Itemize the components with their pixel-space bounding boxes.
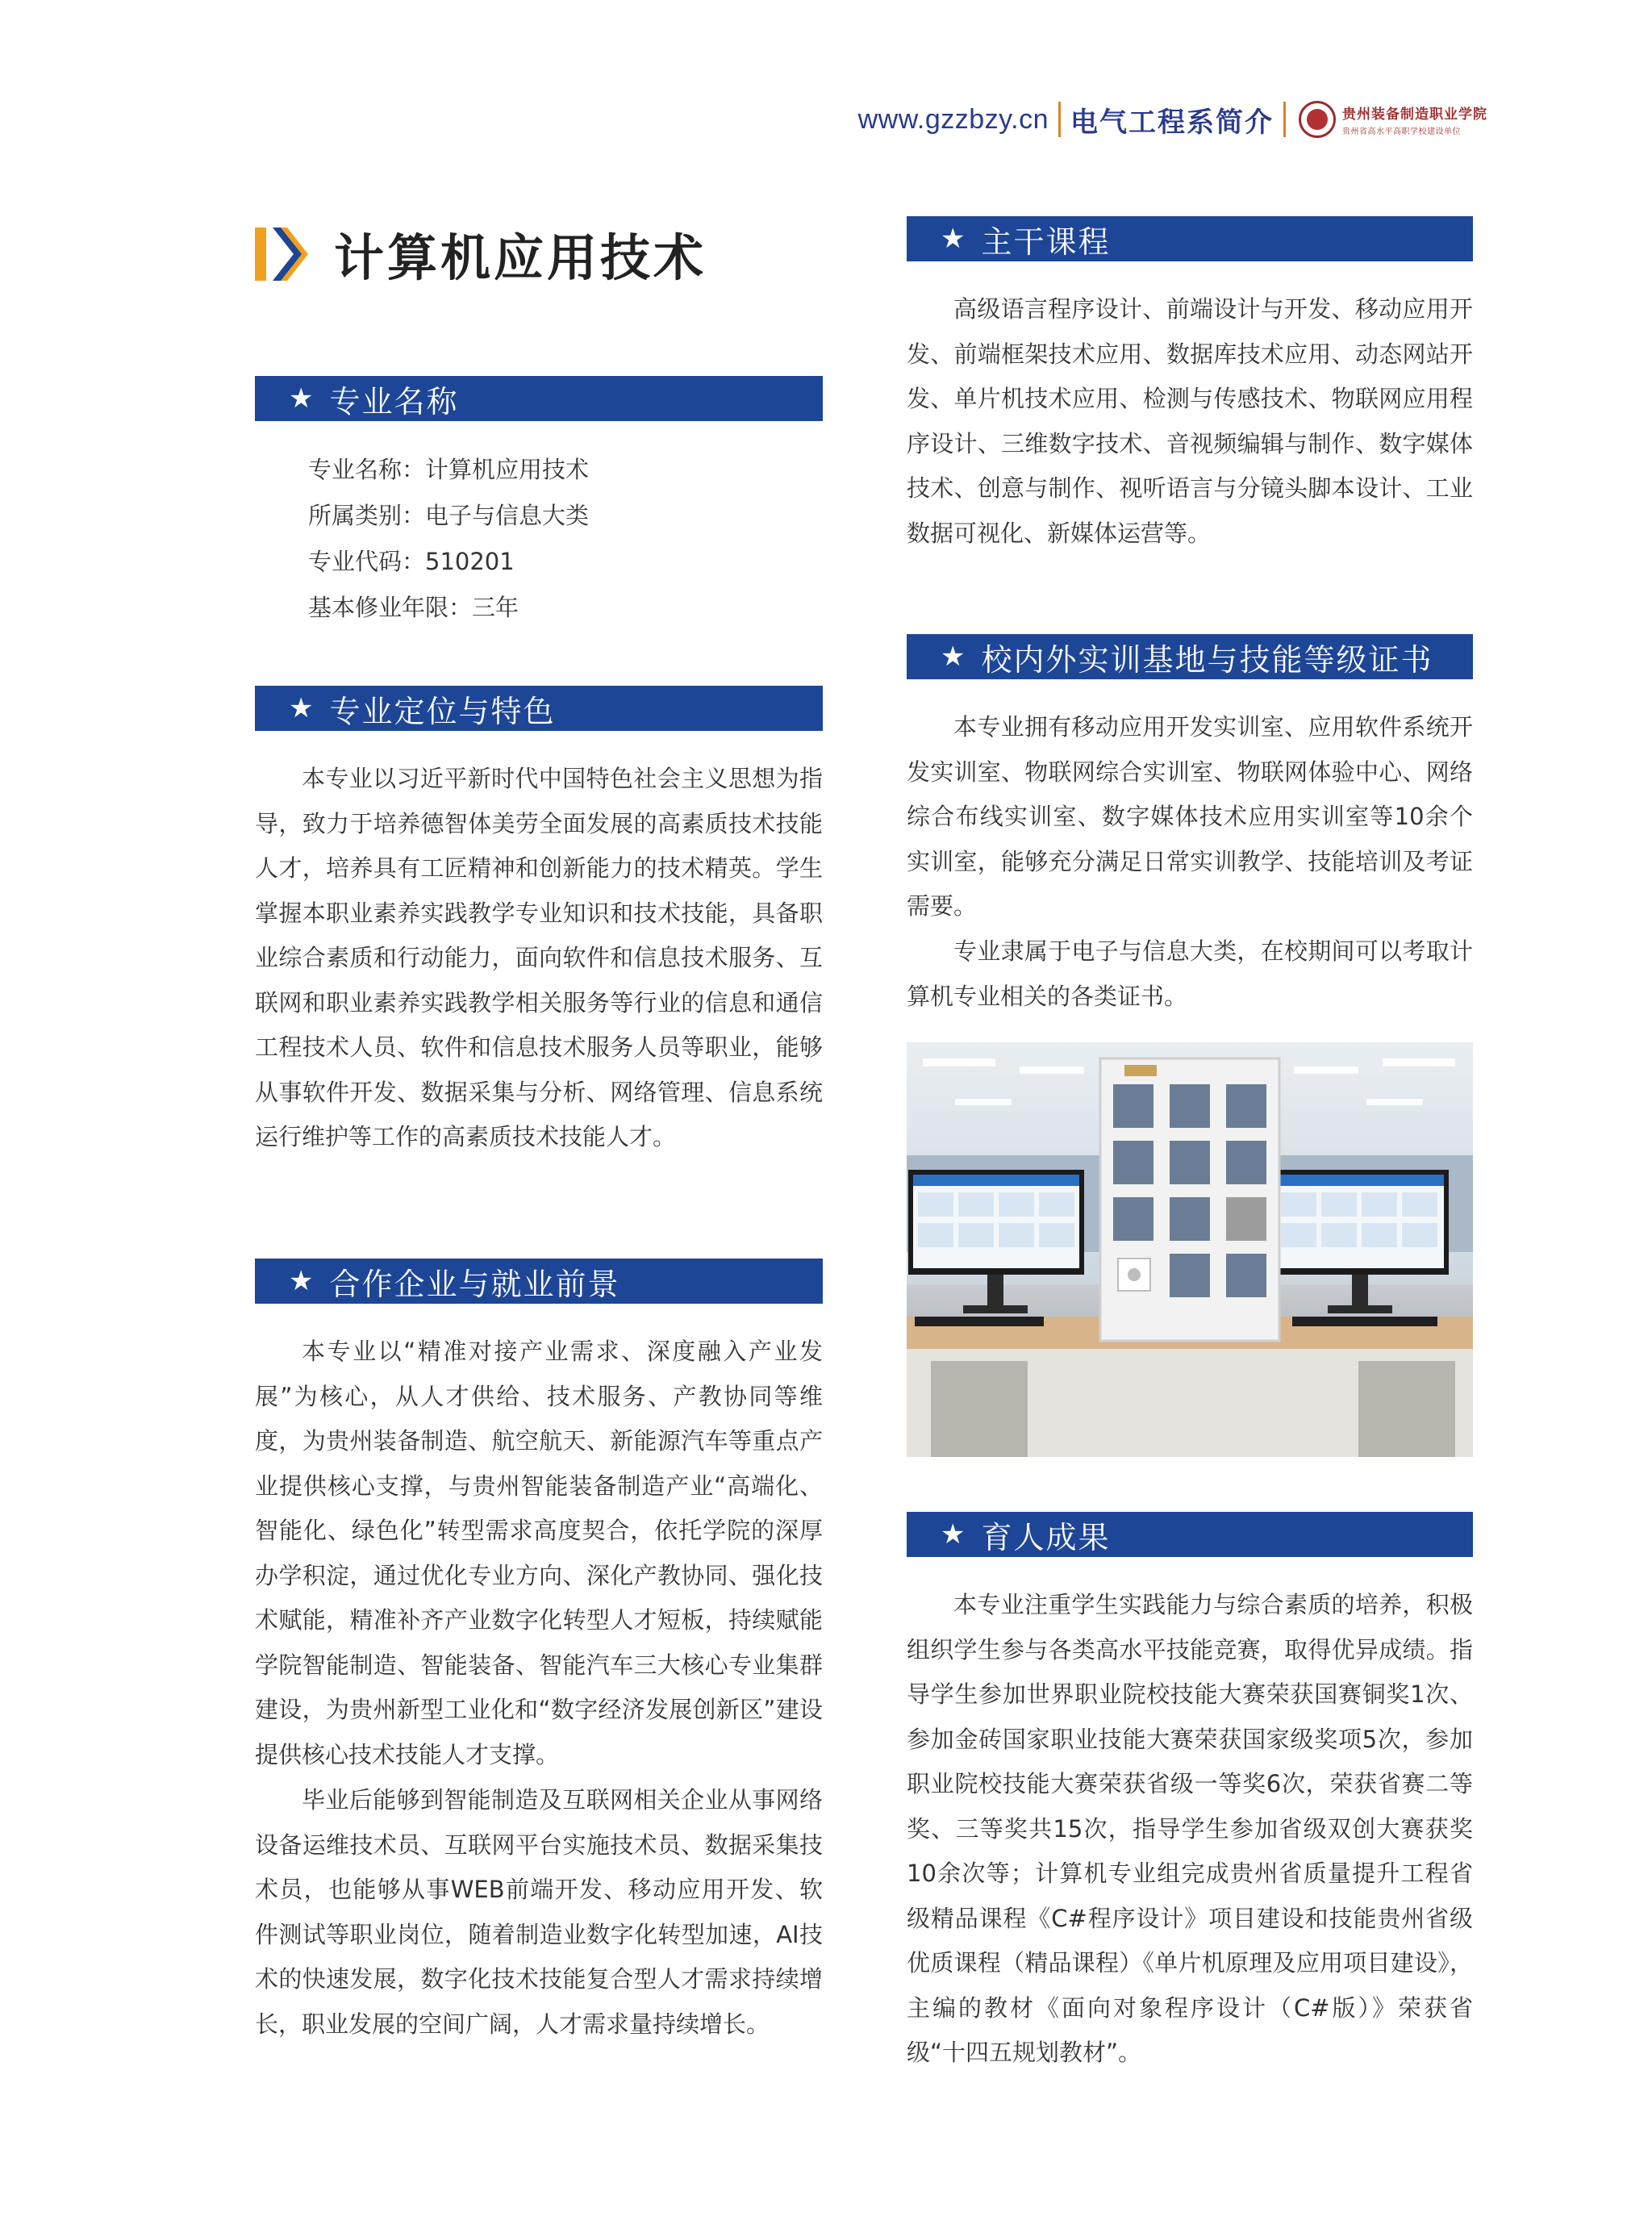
star-icon: ★ — [289, 1265, 315, 1297]
info-line: 基本修业年限：三年 — [308, 594, 519, 621]
header-divider — [1058, 102, 1061, 137]
dept-title: 电气工程系简介 — [1070, 106, 1274, 139]
star-icon: ★ — [941, 1518, 967, 1551]
play-chevron-icon — [255, 224, 315, 284]
lab-photo — [907, 1042, 1473, 1457]
lab-illustration — [907, 1042, 1473, 1457]
section-bar-cooperation — [255, 1259, 823, 1304]
star-icon: ★ — [289, 382, 315, 415]
training-paragraph: 本专业拥有移动应用开发实训室、应用软件系统开发实训室、物联网综合实训室、物联网体验中心、网络综合布线实训室、数字媒体技术应用实训室等10余个实训室，能够充分满足日常实训教学、技能培训及考证需要。 — [907, 713, 1473, 920]
cooperation-paragraph: 本专业以“精准对接产业需求、深度融入产业发展”为核心，从人才供给、技术服务、产教协同等维度，为贵州装备制造、航空航天、新能源汽车等重点产业提供核心支撑，与贵州智能装备制造产业“高端化、智能化、绿色化”转型需求高度契合，依托学院的深厚办学积淀，通过优化专业方向、深化产教协同、强化技术赋能，精准补齐产业数字化转型人才短板，持续赋能学院智能制造、智能装备、智能汽车三大核心专业集群建设，为贵州新型工业化和“数字经济发展创新区”建设提供核心技术技能人才支撑。 — [255, 1338, 823, 1768]
header-divider-2 — [1283, 102, 1286, 137]
section-bar-training — [907, 634, 1473, 679]
site-url[interactable]: www.gzzbzy.cn — [857, 103, 1049, 135]
college-emblem-icon — [1299, 101, 1336, 138]
star-icon: ★ — [941, 223, 967, 255]
section-heading: 校内外实训基地与技能等级证书 — [981, 641, 1433, 678]
section-heading: 育人成果 — [981, 1519, 1111, 1555]
info-line: 专业名称：计算机应用技术 — [308, 456, 590, 483]
college-logo — [1299, 101, 1487, 138]
info-line: 所属类别：电子与信息大类 — [308, 502, 590, 529]
positioning-paragraph: 本专业以习近平新时代中国特色社会主义思想为指导，致力于培养德智体美劳全面发展的高素质技术技能人才，培养具有工匠精神和创新能力的技术精英。学生掌握本职业素养实践教学专业知识和技术技能，具备职业综合素质和行动能力，面向软件和信息技术服务、互联网和职业素养实践教学相关服务等行业的信息和通信工程技术人员、软件和信息技术服务人员等职业，能够从事软件开发、数据采集与分析、网络管理、信息系统运行维护等工作的高素质技术技能人才。 — [255, 765, 823, 1150]
page-title — [255, 218, 707, 290]
star-icon: ★ — [289, 692, 315, 724]
courses-paragraph: 高级语言程序设计、前端设计与开发、移动应用开发、前端框架技术应用、数据库技术应用、动态网站开发、单片机技术应用、检测与传感技术、物联网应用程序设计、三维数字技术、音视频编辑与制作、数字媒体技术、创意与制作、视听语言与分镜头脚本设计、工业数据可视化、新媒体运营等。 — [907, 295, 1473, 547]
section-heading: 主干课程 — [981, 223, 1111, 260]
page-header — [858, 95, 1487, 144]
program-info — [308, 447, 589, 631]
section-heading: 专业名称 — [329, 383, 459, 420]
section-bar-courses — [907, 216, 1473, 261]
employment-paragraph: 毕业后能够到智能制造及互联网相关企业从事网络设备运维技术员、互联网平台实施技术员、数据采集技术员，也能够从事WEB前端开发、移动应用开发、软件测试等职业岗位，随着制造业数字化转型加速，AI技术的快速发展，数字化技术技能复合型人才需求持续增长，职业发展的空间广阔，人才需求量持续增长。 — [255, 1786, 823, 2038]
section-bar-achievements — [907, 1512, 1473, 1557]
logo-name: 贵州装备制造职业学院 — [1342, 106, 1487, 123]
logo-subtitle: 贵州省高水平高职学校建设单位 — [1342, 127, 1461, 136]
certificate-paragraph: 专业隶属于电子与信息大类，在校期间可以考取计算机专业相关的各类证书。 — [907, 937, 1473, 1010]
info-line: 专业代码：510201 — [308, 548, 515, 575]
section-heading: 专业定位与特色 — [329, 693, 556, 729]
section-heading: 合作企业与就业前景 — [329, 1266, 620, 1302]
star-icon: ★ — [941, 641, 967, 673]
section-bar-positioning — [255, 686, 823, 731]
achievements-paragraph: 本专业注重学生实践能力与综合素质的培养，积极组织学生参与各类高水平技能竞赛，取得优异成绩。指导学生参加世界职业院校技能大赛荣获国赛铜奖1次、参加金砖国家职业技能大赛荣获国家级奖项5次，参加职业院校技能大赛荣获省级一等奖6次，荣获省赛二等奖、三等奖共15次，指导学生参加省级双创大赛获奖10余次等；计算机专业组完成贵州省质量提升工程省级精品课程《C#程序设计》项目建设和技能贵州省级优质课程（精品课程）《单片机原理及应用项目建设》，主编的教材《面向对象程序设计（C#版）》荣获省级“十四五规划教材”。 — [907, 1591, 1473, 2066]
section-bar-name — [255, 376, 823, 421]
page-title-text: 计算机应用技术 — [334, 228, 707, 287]
